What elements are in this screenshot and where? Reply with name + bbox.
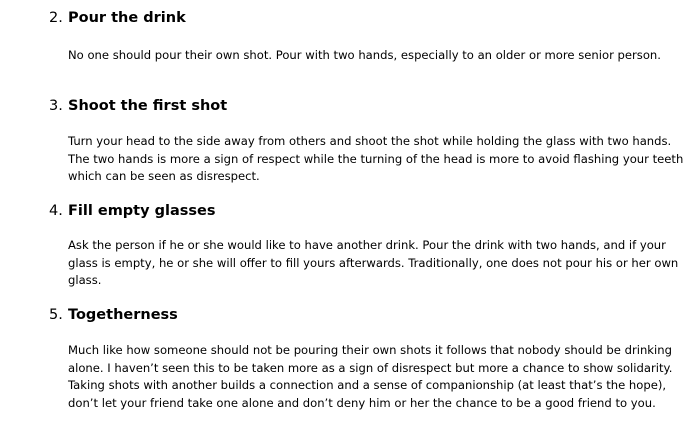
section-number: 2. (49, 10, 63, 26)
section-title: Togetherness (68, 307, 178, 323)
section-heading (49, 96, 227, 116)
section-paragraph: Turn your head to the side away from others and shoot the shot while holding the glass with two hands. The two hands is more a sign of respect while the turning of the head is more to avoid flashing your teeth which can be seen as disrespect. (68, 134, 684, 184)
section-title: Fill empty glasses (68, 203, 216, 219)
section-paragraph: No one should pour their own shot. Pour with two hands, especially to an older or more senior person. (68, 48, 661, 62)
section-heading (49, 201, 215, 221)
section-title: Pour the drink (68, 10, 186, 26)
section-heading (49, 305, 178, 325)
section-number: 5. (49, 307, 63, 323)
section-paragraph: Ask the person if he or she would like to have another drink. Pour the drink with two hands, and if your glass is empty, he or she will offer to fill yours afterwards. Traditionally, one does not pour his or her own glass. (68, 238, 679, 288)
section-title: Shoot the first shot (68, 98, 228, 114)
section-heading (49, 8, 186, 28)
section-number: 3. (49, 98, 63, 114)
section-paragraph: Much like how someone should not be pouring their own shots it follows that nobody should be drinking alone. I haven’t seen this to be taken more as a sign of disrespect but more a chance to show solidarity. Taking shots with another builds a connection and a sense of companionship (at least that’s the hope), don’t let your friend take one alone and don’t deny him or her the chance to be a good friend to you. (68, 343, 673, 410)
section-number: 4. (49, 203, 63, 219)
